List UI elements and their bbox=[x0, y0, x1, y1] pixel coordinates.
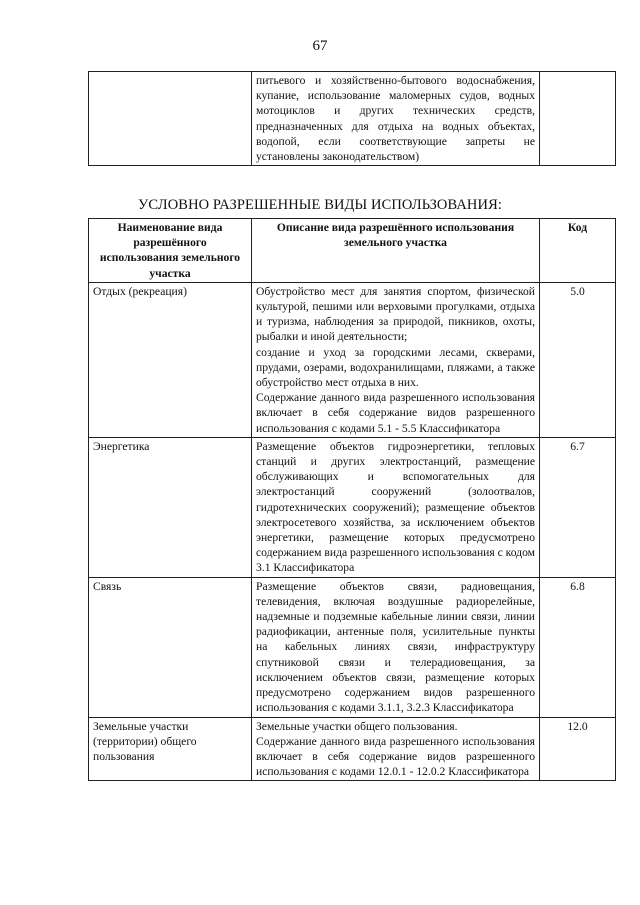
section-title: УСЛОВНО РАЗРЕШЕННЫЕ ВИДЫ ИСПОЛЬЗОВАНИЯ: bbox=[138, 197, 502, 213]
table-cell-description: питьевого и хозяйственно-бытового водоснабжения, купание, использование маломерных судов, водных мотоциклов и других технических средств, предназначенных для отдыха на водных объектах, водопой, если соответствующие запреты не установлены законодательством) bbox=[252, 72, 540, 166]
description-paragraph: Размещение объектов связи, радиовещания, телевидения, включая воздушные радиорелейные, надземные и подземные кабельные линии связи, линии радиофикации, антенные поля, усилительные пункты на кабельных линиях связи, инфраструктуру спутниковой связи и телерадиовещания, за исключением объектов связи, размещение которых предусмотрено содержанием видов разрешенного использования с кодами 3.1.1, 3.2.3 Классификатора bbox=[256, 579, 535, 715]
row-code: 6.7 bbox=[540, 437, 616, 577]
description-paragraph: Земельные участки общего пользования. bbox=[256, 719, 458, 733]
description-paragraph: Размещение объектов гидроэнергетики, тепловых станций и других электростанций, размещение обслуживающих и вспомогательных для электростанций сооружений (золоотвалов, гидротехнических сооружений); размещение объектов электросетевого хозяйства, за исключением объектов энергетики, размещение которых предусмотрено содержанием вида разрешенного использования с кодом 3.1 Классификатора bbox=[256, 439, 535, 575]
description-paragraph: Содержание данного вида разрешенного использования включает в себя содержание видов разрешенного использования с кодами 5.1 - 5.5 Классификатора bbox=[256, 391, 535, 435]
header-description: Описание вида разрешённого использования земельного участка bbox=[252, 219, 540, 283]
row-description bbox=[252, 282, 540, 437]
row-description bbox=[252, 437, 540, 577]
continuation-table bbox=[88, 71, 616, 166]
table-row bbox=[89, 282, 616, 437]
header-code: Код bbox=[540, 219, 616, 283]
table-row bbox=[89, 437, 616, 577]
row-code: 6.8 bbox=[540, 577, 616, 717]
table-row bbox=[89, 577, 616, 717]
table-header-row bbox=[89, 219, 616, 283]
table-cell-name bbox=[89, 72, 252, 166]
row-name: Связь bbox=[89, 577, 252, 717]
conditional-uses-table bbox=[88, 218, 616, 781]
row-code: 5.0 bbox=[540, 282, 616, 437]
row-description bbox=[252, 577, 540, 717]
row-description bbox=[252, 717, 540, 781]
row-name: Энергетика bbox=[89, 437, 252, 577]
description-paragraph: создание и уход за городскими лесами, скверами, прудами, озерами, водохранилищами, пляжами, а также обустройство мест отдыха в них. bbox=[256, 345, 535, 390]
table-row bbox=[89, 717, 616, 781]
row-name: Земельные участки (территории) общего пользования bbox=[89, 717, 252, 781]
header-name: Наименование вида разрешённого использования земельного участка bbox=[89, 219, 252, 283]
page-number: 67 bbox=[312, 38, 328, 54]
row-name: Отдых (рекреация) bbox=[89, 282, 252, 437]
table-row bbox=[89, 72, 616, 166]
description-paragraph: Содержание данного вида разрешенного использования включает в себя содержание видов разрешенного использования с кодами 12.0.1 - 12.0.2 Классификатора bbox=[256, 734, 535, 779]
description-paragraph: Обустройство мест для занятия спортом, физической культурой, пешими или верховыми прогулками, отдыха и туризма, наблюдения за природой, пикников, охоты, рыбалки и иной деятельности; bbox=[256, 284, 535, 344]
table-cell-code bbox=[540, 72, 616, 166]
row-code: 12.0 bbox=[540, 717, 616, 781]
